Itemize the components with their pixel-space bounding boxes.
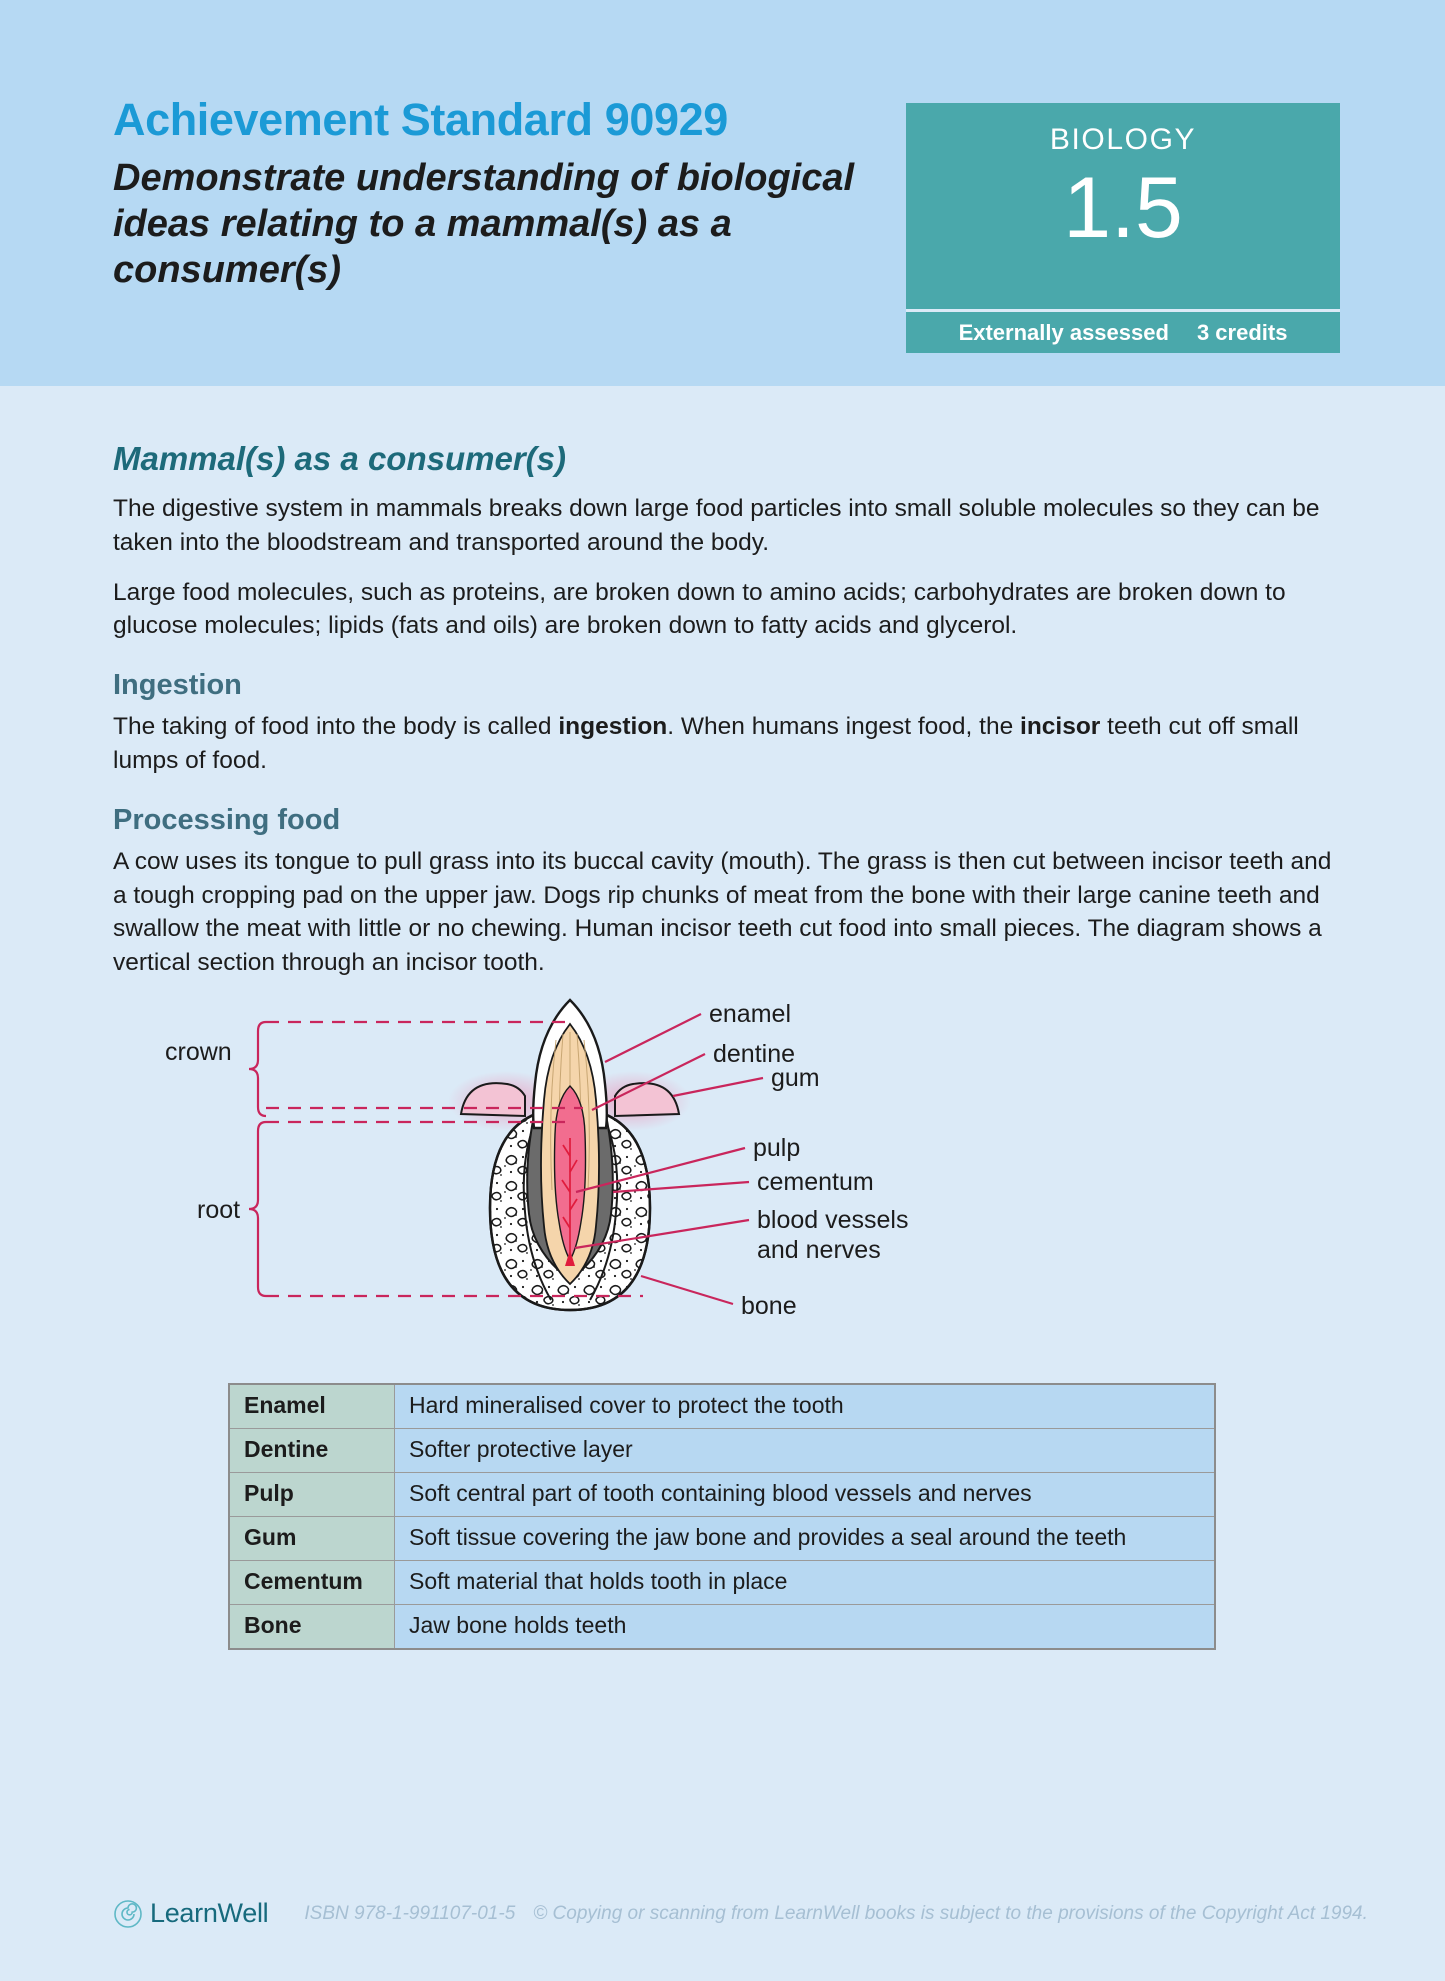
achievement-standard-subtitle: Demonstrate understanding of biological ideas relating to a mammal(s) as a consumer(s) [113,156,855,292]
label-crown: crown [165,1037,232,1066]
label-blood-vessels: blood vessels [757,1205,909,1234]
achievement-standard-title: Achievement Standard 90929 [113,94,728,145]
heading-processing-food: Processing food [113,803,341,836]
footer-isbn: ISBN 978-1-991107-01-5 [304,1902,516,1924]
table-description: Softer protective layer [395,1429,1216,1473]
learnwell-logo-text: LearnWell [150,1898,269,1928]
badge-footer [906,309,1340,353]
table-term: Bone [229,1605,395,1650]
ingestion-text-1: The taking of food into the body is called [113,713,559,741]
ingestion-paragraph [113,710,1333,778]
header-band [0,0,1445,386]
table-description: Soft tissue covering the jaw bone and provides a seal around the teeth [395,1517,1216,1561]
table-row [229,1384,1215,1429]
table-row [229,1473,1215,1517]
table-row [229,1561,1215,1605]
table-row [229,1429,1215,1473]
badge-assessment-type: Externally assessed [958,319,1169,345]
label-pulp: pulp [753,1133,801,1162]
page-footer [113,1898,1368,1929]
badge-subject-label: BIOLOGY [1049,123,1197,156]
table-body [229,1384,1215,1649]
table-term: Pulp [229,1473,395,1517]
processing-paragraph: A cow uses its tongue to pull grass into its buccal cavity (mouth). The grass is then cut between incisor teeth and a tough cropping pad on the upper jaw. Dogs rip chunks of meat from the bone with their large canine teeth and swallow the meat with little or no chewing. Human incisor teeth cut food into small pieces. The diagram shows a vertical section through an incisor tooth. [113,847,1332,977]
label-enamel: enamel [709,999,791,1028]
table-description: Jaw bone holds teeth [395,1605,1216,1650]
tooth-parts-table [228,1383,1216,1650]
label-bone: bone [741,1291,797,1320]
ingestion-bold-term: ingestion [558,713,668,741]
ingestion-text-2: . When humans ingest food, the [667,713,1021,741]
label-root: root [197,1195,241,1224]
tooth-diagram [113,996,1333,1326]
learnwell-logo [113,1898,268,1929]
header-title-block [113,96,873,294]
badge-level-number: 1.5 [1063,160,1183,256]
table-description: Soft central part of tooth containing blood vessels and nerves [395,1473,1216,1517]
table-term: Cementum [229,1561,395,1605]
intro-paragraph-1: The digestive system in mammals breaks down large food particles into small soluble molecules so they can be taken into the bloodstream and transported around the body. [113,495,1320,556]
badge-main [906,103,1340,309]
footer-copyright: © Copying or scanning from LearnWell books is subject to the provisions of the Copyright Act 1994. [533,1902,1368,1924]
table-row [229,1517,1215,1561]
badge-credits: 3 credits [1196,319,1288,345]
tooth-diagram-svg [113,996,1333,1326]
subject-badge [906,103,1340,353]
page-title: Mammal(s) as a consumer(s) [113,440,566,477]
table-term: Gum [229,1517,395,1561]
label-and-nerves: and nerves [757,1235,881,1264]
table-term: Enamel [229,1384,395,1429]
table-description: Soft material that holds tooth in place [395,1561,1216,1605]
intro-paragraph-2: Large food molecules, such as proteins, are broken down to amino acids; carbohydrates are broken down to glucose molecules; lipids (fats and oils) are broken down to fatty acids and glycerol. [113,578,1286,640]
heading-ingestion: Ingestion [113,669,242,702]
label-gum: gum [771,1063,820,1092]
incisor-bold-term: incisor [1020,713,1101,741]
spiral-icon [113,1899,143,1929]
table-term: Dentine [229,1429,395,1473]
label-dentine: dentine [713,1039,796,1068]
table-row [229,1605,1215,1650]
main-content [113,440,1333,1326]
ingestion-text-3: teeth cut off small lumps of food. [113,713,1299,774]
label-cementum: cementum [757,1167,874,1196]
table-description: Hard mineralised cover to protect the tooth [395,1384,1216,1429]
